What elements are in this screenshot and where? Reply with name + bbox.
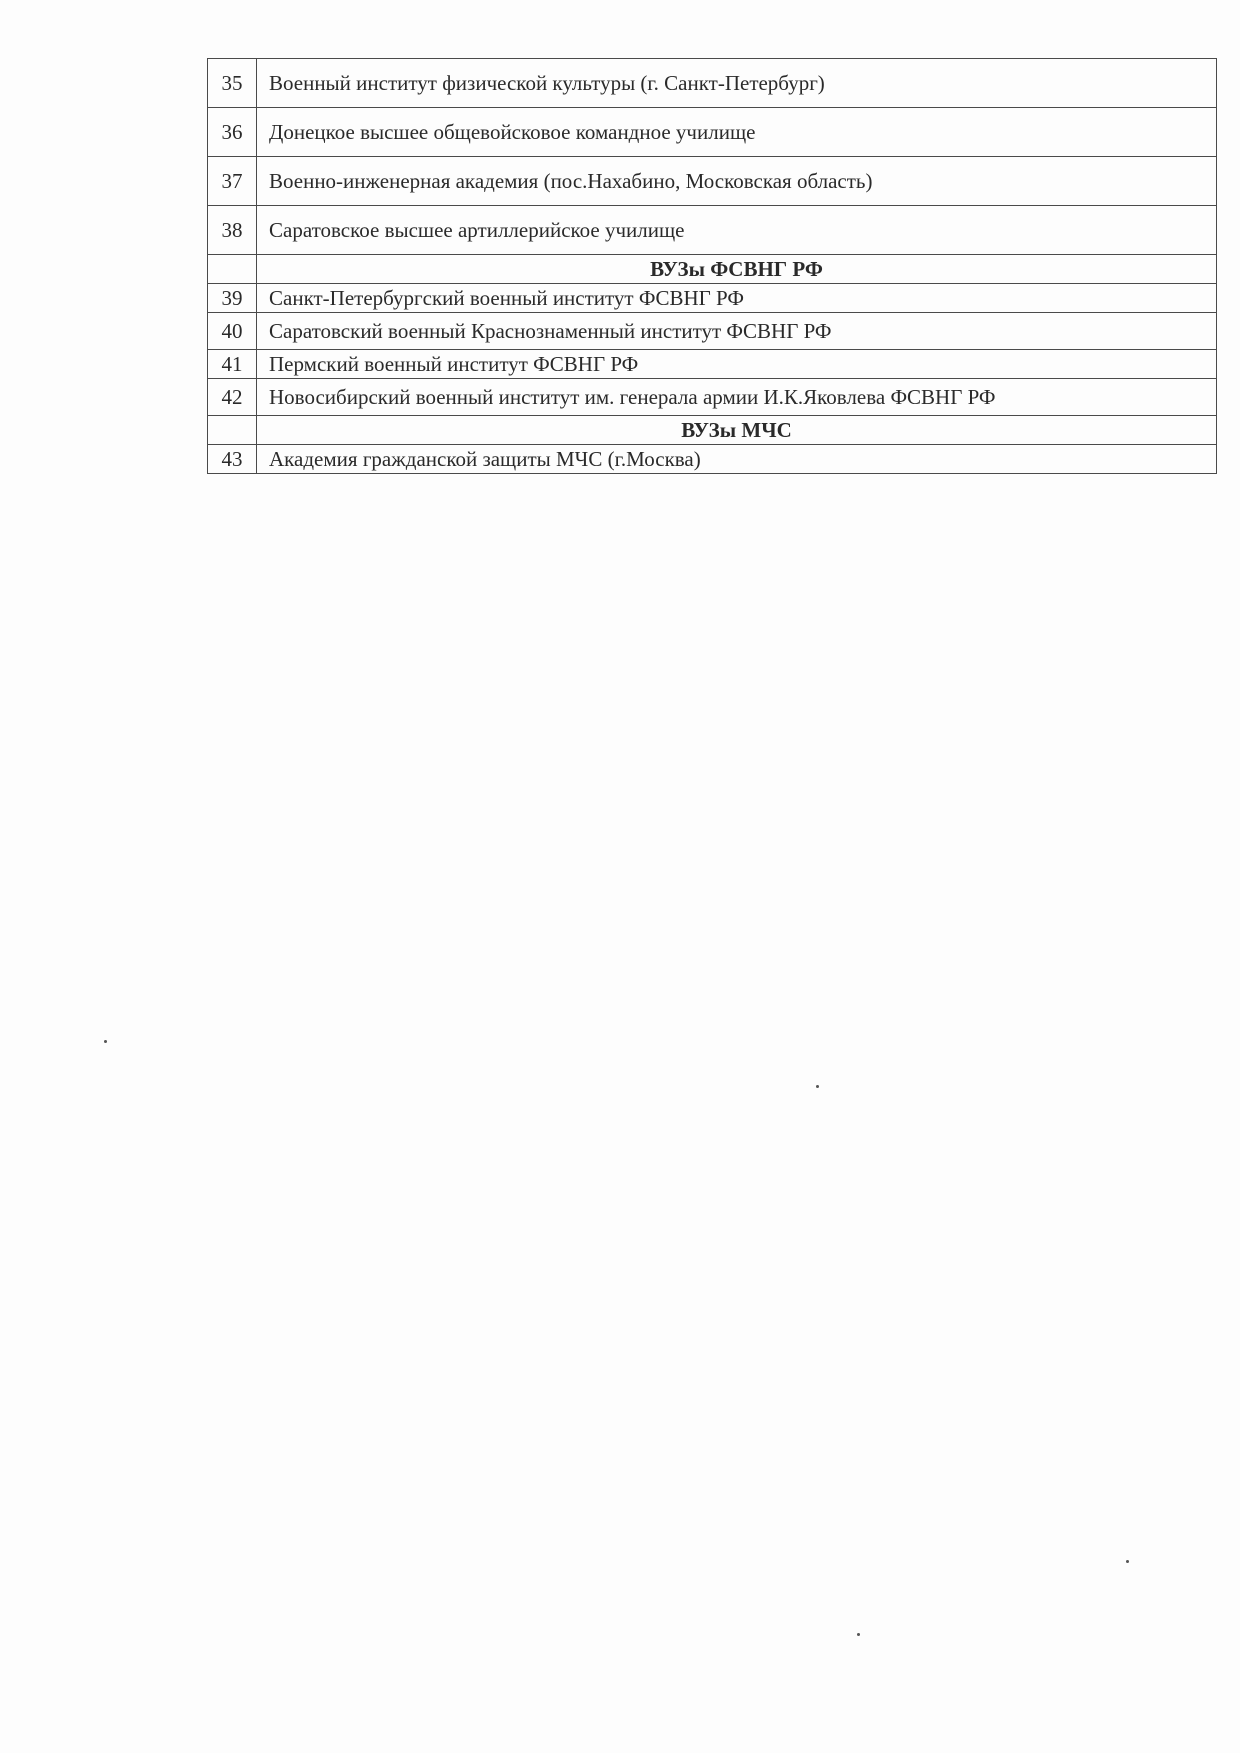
institution-name: Военный институт физической культуры (г. Санкт-Петербург) — [257, 59, 1217, 108]
institution-name: Саратовское высшее артиллерийское училище — [257, 206, 1217, 255]
row-number: 37 — [208, 157, 257, 206]
section-title-fsvng: ВУЗы ФСВНГ РФ — [257, 255, 1217, 284]
table-row — [208, 284, 1217, 313]
table-row — [208, 379, 1217, 416]
empty-number-cell — [208, 416, 257, 445]
row-number: 38 — [208, 206, 257, 255]
row-number: 43 — [208, 445, 257, 474]
university-table — [207, 58, 1217, 474]
institution-name: Военно-инженерная академия (пос.Нахабино, Московская область) — [257, 157, 1217, 206]
scan-speck — [816, 1085, 819, 1088]
empty-number-cell — [208, 255, 257, 284]
institution-name: Пермский военный институт ФСВНГ РФ — [257, 350, 1217, 379]
table-row — [208, 59, 1217, 108]
scan-speck — [104, 1040, 107, 1043]
institution-name: Новосибирский военный институт им. генерала армии И.К.Яковлева ФСВНГ РФ — [257, 379, 1217, 416]
institution-name: Академия гражданской защиты МЧС (г.Москва) — [257, 445, 1217, 474]
row-number: 41 — [208, 350, 257, 379]
institution-name: Донецкое высшее общевойсковое командное училище — [257, 108, 1217, 157]
institution-name: Санкт-Петербургский военный институт ФСВНГ РФ — [257, 284, 1217, 313]
institution-name: Саратовский военный Краснознаменный институт ФСВНГ РФ — [257, 313, 1217, 350]
table-row — [208, 157, 1217, 206]
section-header-row — [208, 255, 1217, 284]
table-row — [208, 445, 1217, 474]
table-row — [208, 313, 1217, 350]
section-title-mchs: ВУЗы МЧС — [257, 416, 1217, 445]
scan-speck — [857, 1633, 860, 1636]
row-number: 39 — [208, 284, 257, 313]
table-row — [208, 206, 1217, 255]
scan-speck — [1126, 1560, 1129, 1563]
row-number: 36 — [208, 108, 257, 157]
table-row — [208, 108, 1217, 157]
section-header-row — [208, 416, 1217, 445]
row-number: 35 — [208, 59, 257, 108]
table-row — [208, 350, 1217, 379]
row-number: 40 — [208, 313, 257, 350]
row-number: 42 — [208, 379, 257, 416]
